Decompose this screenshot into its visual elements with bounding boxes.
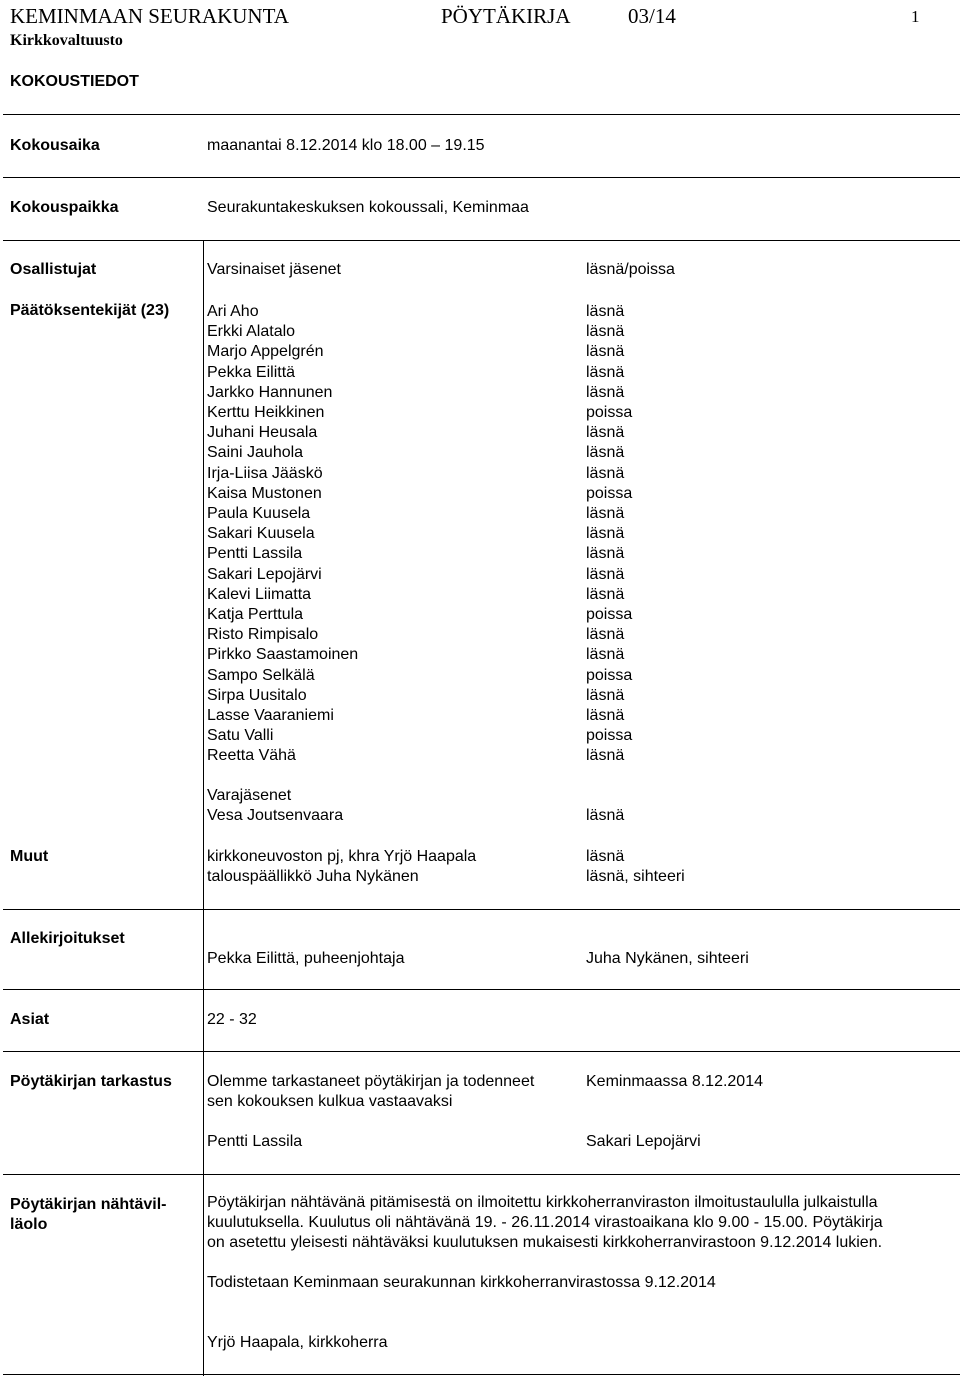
member-status: läsnä — [586, 505, 625, 523]
deputies-header: Varajäsenet — [207, 787, 292, 804]
chair-signature: Pekka Eilittä, puheenjohtaja — [207, 950, 405, 967]
member-name: Pirkko Saastamoinen — [207, 646, 359, 664]
participants-label: Osallistujat — [10, 261, 97, 278]
signatures-label: Allekirjoitukset — [10, 930, 125, 947]
member-status: poissa — [586, 484, 633, 502]
member-status: läsnä — [586, 545, 625, 563]
public-display-text: kuulutuksella. Kuulutus oli nähtävänä 19. - 26.11.2014 virastoaikana klo 9.00 - 15.00. Pöytäkirja — [207, 1214, 883, 1231]
member-name: Jarkko Hannunen — [207, 383, 333, 401]
review-statement: Olemme tarkastaneet pöytäkirjan ja todenneet — [207, 1073, 535, 1090]
member-status: läsnä — [586, 424, 625, 442]
section-title: KOKOUSTIEDOT — [10, 73, 139, 90]
public-display-text: Pöytäkirjan nähtävänä pitämisestä on ilmoitettu kirkkoherranviraston ilmoitustaululla julkaistulla — [207, 1194, 878, 1211]
items-label: Asiat — [10, 1011, 50, 1028]
document-number: 03/14 — [628, 4, 676, 28]
divider — [3, 240, 960, 241]
member-name: Juhani Heusala — [207, 424, 318, 442]
member-status: läsnä — [586, 626, 625, 644]
member-status: läsnä — [586, 363, 625, 381]
others-label: Muut — [10, 848, 49, 865]
member-name: Ari Aho — [207, 303, 259, 320]
member-name: Katja Perttula — [207, 606, 304, 624]
member-name: Pekka Eilittä — [207, 363, 296, 381]
review-place-date: Keminmaassa 8.12.2014 — [586, 1073, 763, 1090]
divider — [3, 1051, 960, 1052]
member-status: läsnä — [586, 525, 625, 543]
attendance-header: läsnä/poissa — [586, 261, 675, 278]
reviewer-name: Pentti Lassila — [207, 1133, 303, 1150]
member-name: Risto Rimpisalo — [207, 626, 319, 644]
divider — [3, 989, 960, 990]
member-status: läsnä — [586, 303, 625, 320]
member-status: poissa — [586, 606, 633, 624]
member-status-list — [586, 302, 632, 767]
member-status: läsnä — [586, 444, 625, 462]
member-name-list — [207, 302, 358, 767]
certification-signer: Yrjö Haapala, kirkkoherra — [207, 1334, 388, 1351]
member-name: Pentti Lassila — [207, 545, 303, 563]
review-label: Pöytäkirjan tarkastus — [10, 1073, 172, 1090]
meeting-time-label: Kokousaika — [10, 137, 100, 154]
page-number: 1 — [911, 7, 920, 26]
document-type: PÖYTÄKIRJA — [441, 4, 571, 28]
member-name: Kerttu Heikkinen — [207, 404, 325, 422]
member-status: läsnä — [586, 747, 625, 765]
governing-body: Kirkkovaltuusto — [10, 32, 123, 49]
other-person-name: kirkkoneuvoston pj, khra Yrjö Haapala — [207, 848, 477, 865]
member-name: Erkki Alatalo — [207, 323, 296, 341]
member-name: Kalevi Liimatta — [207, 585, 312, 603]
reviewer-name: Sakari Lepojärvi — [586, 1133, 701, 1150]
decision-makers-label: Päätöksentekijät (23) — [10, 302, 170, 319]
member-status: läsnä — [586, 383, 625, 401]
member-status: läsnä — [586, 585, 625, 603]
member-status: läsnä — [586, 323, 625, 341]
org-name: KEMINMAAN SEURAKUNTA — [10, 4, 289, 28]
member-name: Irja-Liisa Jääskö — [207, 464, 323, 482]
member-name: Sakari Kuusela — [207, 525, 315, 543]
member-name: Kaisa Mustonen — [207, 484, 322, 502]
member-status: läsnä — [586, 565, 625, 583]
public-display-label: läolo — [10, 1216, 48, 1233]
member-name: Sakari Lepojärvi — [207, 565, 322, 583]
certification-text: Todistetaan Keminmaan seurakunnan kirkkoherranvirastossa 9.12.2014 — [207, 1274, 716, 1291]
review-statement: sen kokouksen kulkua vastaavaksi — [207, 1093, 453, 1110]
other-person-status: läsnä — [586, 848, 625, 865]
member-status: läsnä — [586, 686, 625, 704]
divider — [3, 177, 960, 178]
member-status: läsnä — [586, 464, 625, 482]
member-name: Saini Jauhola — [207, 444, 304, 462]
public-display-text: on asetettu yleisesti nähtäväksi kuulutuksen mukaisesti kirkkoherranvirastoon 9.12.2014 lukien. — [207, 1234, 883, 1251]
member-status: läsnä — [586, 646, 625, 664]
column-divider — [203, 240, 204, 1376]
members-header: Varsinaiset jäsenet — [207, 261, 341, 278]
member-name: Satu Valli — [207, 727, 274, 745]
other-person-name: talouspäällikkö Juha Nykänen — [207, 868, 419, 885]
member-status: läsnä — [586, 707, 625, 725]
deputy-name: Vesa Joutsenvaara — [207, 807, 344, 824]
member-name: Paula Kuusela — [207, 505, 311, 523]
member-status: poissa — [586, 727, 633, 745]
member-name: Marjo Appelgrén — [207, 343, 324, 361]
meeting-place-value: Seurakuntakeskuksen kokoussali, Keminmaa — [207, 199, 529, 216]
member-name: Lasse Vaaraniemi — [207, 707, 334, 725]
other-person-status: läsnä, sihteeri — [586, 868, 685, 885]
member-status: poissa — [586, 666, 633, 684]
meeting-time-value: maanantai 8.12.2014 klo 18.00 – 19.15 — [207, 137, 485, 154]
divider — [3, 114, 960, 115]
member-status: poissa — [586, 404, 633, 422]
member-name: Sirpa Uusitalo — [207, 686, 307, 704]
divider — [3, 1374, 960, 1375]
member-name: Sampo Selkälä — [207, 666, 315, 684]
member-status: läsnä — [586, 343, 625, 361]
public-display-label: Pöytäkirjan nähtävil- — [10, 1196, 167, 1213]
meeting-place-label: Kokouspaikka — [10, 199, 119, 216]
divider — [3, 1174, 960, 1175]
divider — [3, 909, 960, 910]
deputy-status: läsnä — [586, 807, 625, 824]
member-name: Reetta Vähä — [207, 747, 296, 765]
secretary-signature: Juha Nykänen, sihteeri — [586, 950, 749, 967]
items-value: 22 - 32 — [207, 1011, 257, 1028]
